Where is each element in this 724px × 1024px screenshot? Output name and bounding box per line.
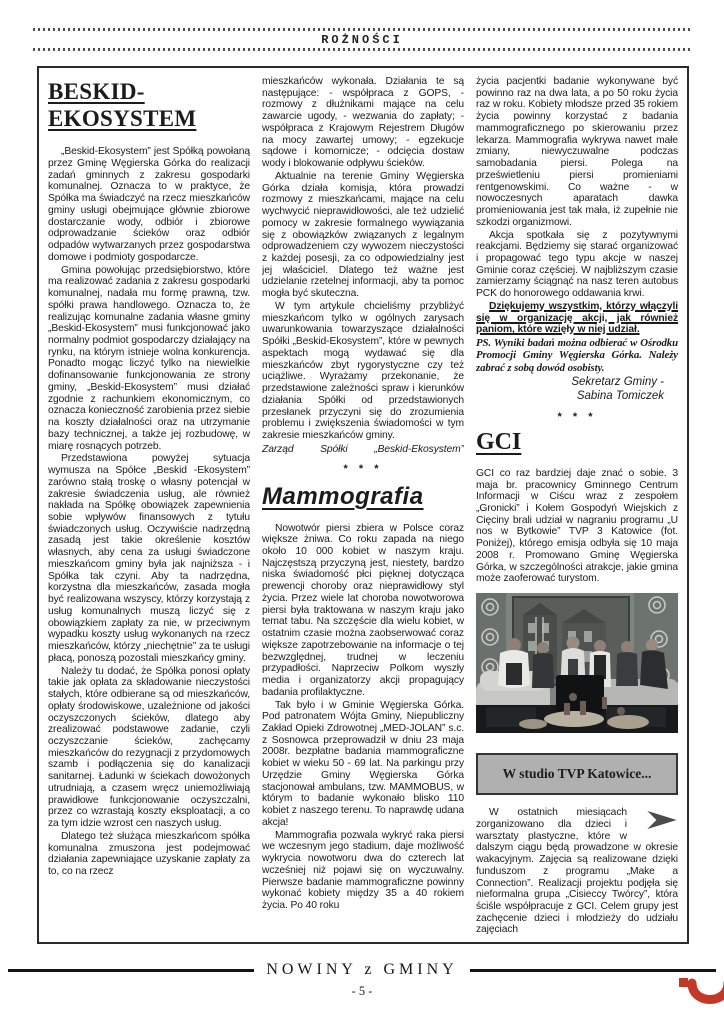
beskid-paragraph-5: Dlatego też służąca mieszkańcom spółka komunalna zmuszona jest podejmować działania zapewniające uzyskanie zapłaty za to, co na rzecz [48, 830, 250, 878]
beskid-paragraph-4: Należy tu dodać, że Spółka ponosi opłaty takie jak opłata za składowanie nieczystości stałych, które odbierane są od mieszkańców, opłaty środowiskowe, uzależnione od jakości oczyszczonych ścieków, dlatego aby zrealizować podstawowe zadanie, czyli oczyszczanie ścieków, zachęcamy mieszkańców do rezygnacji z przydomowych szamb i podłączenia się do kanalizacji sanitarnej. Ładunki w ściekach dowożonych utrudniają, a czasem wręcz uniemożliwiają prawidłowe funkcjonowanie oczyszczalni, przez co wzrastają koszty eksploatacji, a co za tym idzie wzrost cen naszych usług. [48, 665, 250, 830]
article-box [37, 66, 689, 944]
page-number: - 5 - [351, 984, 373, 998]
footer-rule-left-bar [8, 969, 254, 972]
gci-paragraph-1: GCI co raz bardziej daje znać o sobie. 3 maja br. pracownicy Gminnego Centrum Informacji w Ciścu wraz z zespołem „Gronicki” i Kołem Gospodyń Wiejskich z Cięciny brali udział w nagraniu programu „U nos w Bytkowie” TVP 3 Katowice (fot. Poniżej), którego emisja odbyła się 10 maja 2008 r. Promowano Gminę Węgierska Górka, w szczególności atrakcje, jakie gmina może zaoferować turystom. [476, 467, 678, 585]
footer-rule [8, 961, 716, 979]
mammografia-paragraph-5: Akcja spotkała się z pozytywnymi reakcjami. Będziemy się starać organizować i propagować tego typu akcje w naszej Gminie coraz częściej. W najbliższym czasie zamierzamy ściągnąć na nasz teren autobus PCK do honorowego oddawania krwi. [476, 229, 678, 300]
article-mammografia-title: Mammografia [262, 482, 424, 510]
beskid-paragraph-7: Aktualnie na terenie Gminy Węgierska Górka działa komisja, która prowadzi rozmowy z mieszkańcami, mające na celu wychwycić nieprawidłowości, ale też udzielić pomocy w zakresie formalnego wywiązania się z obowiązków związanych z legalnym odprowadzeniem czy wywozem nieczystości z każdej posesji, za co odpowiedzialny jest jej właściciel. Dlatego też ważne jest udzielanie rzetelnej informacji, aby ta pomoc mogła być skuteczna. [262, 170, 464, 300]
gci-paragraph-2 [476, 807, 678, 934]
gci-paragraph-2-text: W ostatnich miesiącach zorganizowano dla dzieci i warsztaty plastyczne, które w dalszym ciągu będą prowadzone w okresie wakacyjnym. Zajęcia są realizowane dzięki funduszom z programu „Make a Connection”. Realizacji projektu podjęła się nieformalna grupa „Cisieccy Twórcy”, która ściśle współpracuje z GCI. Celem grupy jest zachęcenie dzieci i młodzieży do udziału zajęciach [476, 807, 678, 934]
arrow-icon [631, 809, 678, 835]
newspaper-name: NOWINY z GMINY [266, 961, 458, 978]
mammografia-thanks-paragraph: Dziękujemy wszystkim, którzy włączyli się w organizację akcji, jak również paniom, które wzięły w niej udział. [476, 300, 678, 336]
beskid-paragraph-8: W tym artykule chcieliśmy przybliżyć mieszkańcom tylko w ogólnych zarysach uwarunkowania towarzyszące działalności Spółki „Beskid-Ekosystem”, które w pewnych aspektach mogą wydawać się dla mieszkańców zbyt rygorystyczne czy też uciążliwe. Wyrażamy przekonanie, że przedstawione zależności spraw i kierunków działania Spółki od przedstawionych przesłanek przyczyni się do zrozumienia problemu i zwiększenia świadomości w tym zakresie mieszkańców gminy. [262, 300, 464, 442]
mammografia-ps-note: PS. Wyniki badań można odbierać w Ośrodku Promocji Gminy Węgierska Górka. Należy zabrać z sobą dowód osobisty. [476, 337, 678, 374]
secretary-signature [476, 375, 678, 404]
beskid-paragraph-2: Gmina powołując przedsiębiorstwo, które ma realizować zadania z zakresu gospodarki komunalnej, nadała mu formę prawną, tzw. spółki prawa handlowego. Oznacza to, że realizując komunalne zadania własne gminy „Beskid-Ekosystem” musi funkcjonować jako normalny podmiot gospodarczy działający na rynku, na którym istnieje wolna konkurencja. Ponadto mogąc liczyć tylko na niewielkie dofinansowanie funkcjonowania ze strony gminy, „Beskid-Ekosystem” musi działać zgodnie z rachunkiem ekonomicznym, co oznacza konieczność zarobienia przez siebie na koszty działalności oraz na utrzymanie bazy technicznej, a także jej rozbudowę, w miarę rosnących potrzeb. [48, 264, 250, 452]
photo-caption-box: W studio TVP Katowice... [476, 753, 678, 795]
beskid-title-line2: EKOSYSTEM [48, 106, 197, 132]
secretary-signature-line1: Sekretarz Gminy - [571, 376, 664, 389]
mammografia-paragraph-3: Mammografia pozwala wykryć raka piersi we wczesnym jego stadium, daje możliwość wykrycia nowotworu dwa do czterech lat wcześniej niż pojawi się on wyczuwalny. Pierwsze badanie mammograficzne powinny wykonać kobiety między 35 a 40 rokiem życia. Po 40 roku [262, 829, 464, 911]
column-2 [262, 76, 464, 934]
section-header [33, 28, 691, 51]
red-logo-icon [678, 975, 724, 1020]
beskid-paragraph-6: mieszkańców wykonała. Działania te są następujące: - współpraca z GOPS, -rozmowy z dłużnikami mające na celu zawarcie ugody, - wezwania do zapłaty; -współpraca z Krajowym Rejestrem Długów na mocy zawartej umowy; - egzekucje sądowe i komornicze; - odcięcia dostaw wody i blokowanie odpływu ścieków. [262, 76, 464, 170]
section-header-title: ROŻNOŚCI [321, 33, 403, 47]
column-3 [476, 76, 678, 934]
beskid-paragraph-3: Przedstawiona powyżej sytuacja wymusza na Spółce „Beskid -Ekosystem” zarówno stałą troskę o własny potencjał w zakresie świadczenia usług, ale również nakłada na Spółkę obowiązek zapewnienia sobie wpływów finansowych z tytułu świadczonych usług. Oczywiście nadrzędną zasadą jest takie określenie kosztów własnych, aby cena za usługi świadczone mieszkańcom gminy była jak najniższa - i Spółka tak czyni. Aby ta nadrzędna, korzystna dla mieszkańców, zasada mogła być realizowana wszyscy, którzy korzystają z usług komunalnych muszą liczyć się z obowiązkiem zapłaty za nie, w przeciwnym wypadku koszty usług wykonanych na rzecz mieszkańców, którzy „niechętnie” za te usługi płacą, ponoszą pozostali mieszkańcy gminy. [48, 453, 250, 664]
article-beskid-title [48, 78, 250, 132]
studio-photo [476, 593, 678, 738]
mammografia-paragraph-2: Tak było i w Gminie Węgierska Górka. Pod patronatem Wójta Gminy, Niepubliczny Zakład Opieki Zdrowotnej „MED-JOLAN” s.c. z Sosnowca przeprowadził w dniu 23 maja 2008r. bezpłatne badania mammograficzne kobiet w wieku 50 - 69 lat. Na parkingu przy Urzędzie Gminy Węgierska Górka stacjonował ambulans, tzw. MAMMOBUS, w którym to badanie wykonało blisko 110 kobiet z naszego terenu. To naprawdę udana akcja! [262, 699, 464, 828]
footer-rule-right-bar [470, 969, 716, 972]
secretary-signature-line2: Sabina Tomiczek [576, 390, 664, 403]
beskid-paragraph-1: „Beskid-Ekosystem” jest Spółką powołaną przez Gminę Węgierska Górka do realizacji zadań gminnych z zakresu gospodarki komunalnej. Oznacza to w praktyce, że Spółka ma świadczyć na rzecz mieszkańców gminy usługi obejmujące głównie zbiorowe dostarczanie wody, odbiór i zbiorowe odprowadzanie ścieków oraz odbiór odpadów wytwarzanych przez gospodarstwa domowe i podmioty gospodarcze. [48, 146, 250, 263]
mammografia-paragraph-4: życia pacjentki badanie wykonywane być powinno raz na dwa lata, a po 50 roku życia raz w roku. Kobiety młodsze przed 35 rokiem życia powinny korzystać z badania mammograficznego po skierowaniu przez lekarza. Mammografia wykrywa nawet małe zmiany, niewyczuwalne podczas samobadania piersi. Polega na prześwietleniu piersi promieniami rentgenowskimi. Co ważne - w nowoczesnych aparatach dawka promieniowania jest tak mała, iż zupełnie nie szkodzi organizmowi. [476, 76, 678, 228]
stars-separator-2: * * * [557, 410, 597, 423]
article-gci-title: GCI [476, 428, 522, 455]
studio-photo-image [476, 593, 678, 733]
header-dotted-rule-bottom [33, 48, 691, 51]
mammografia-paragraph-1: Nowotwór piersi zbiera w Polsce coraz większe żniwa. Co roku zapada na niego około 10 000 kobiet w naszym kraju. Najczęstszą przyczyną jest, niestety, bardzo niska świadomość płci pięknej dotycząca prewencji choroby oraz nieprawidłowy styl życia. Przez wiele lat choroba nowotworowa piersi była traktowana w naszym kraju jako temat tabu. Na szczęście dla wielu kobiet, w ostatnim czasie można zaobserwować coraz większe zapotrzebowanie na informacje o tej bezwzględnej, trudnej w leczeniu przypadłości. Naprzeciw Polkom wyszły media i organizatorzy akcji propagujący badania profilaktyczne. [262, 522, 464, 698]
beskid-signature: Zarząd Spółki „Beskid-Ekosystem” [262, 443, 464, 455]
column-1 [48, 76, 250, 934]
beskid-title-line1: BESKID- [48, 79, 145, 104]
stars-separator-1: * * * [343, 462, 383, 475]
